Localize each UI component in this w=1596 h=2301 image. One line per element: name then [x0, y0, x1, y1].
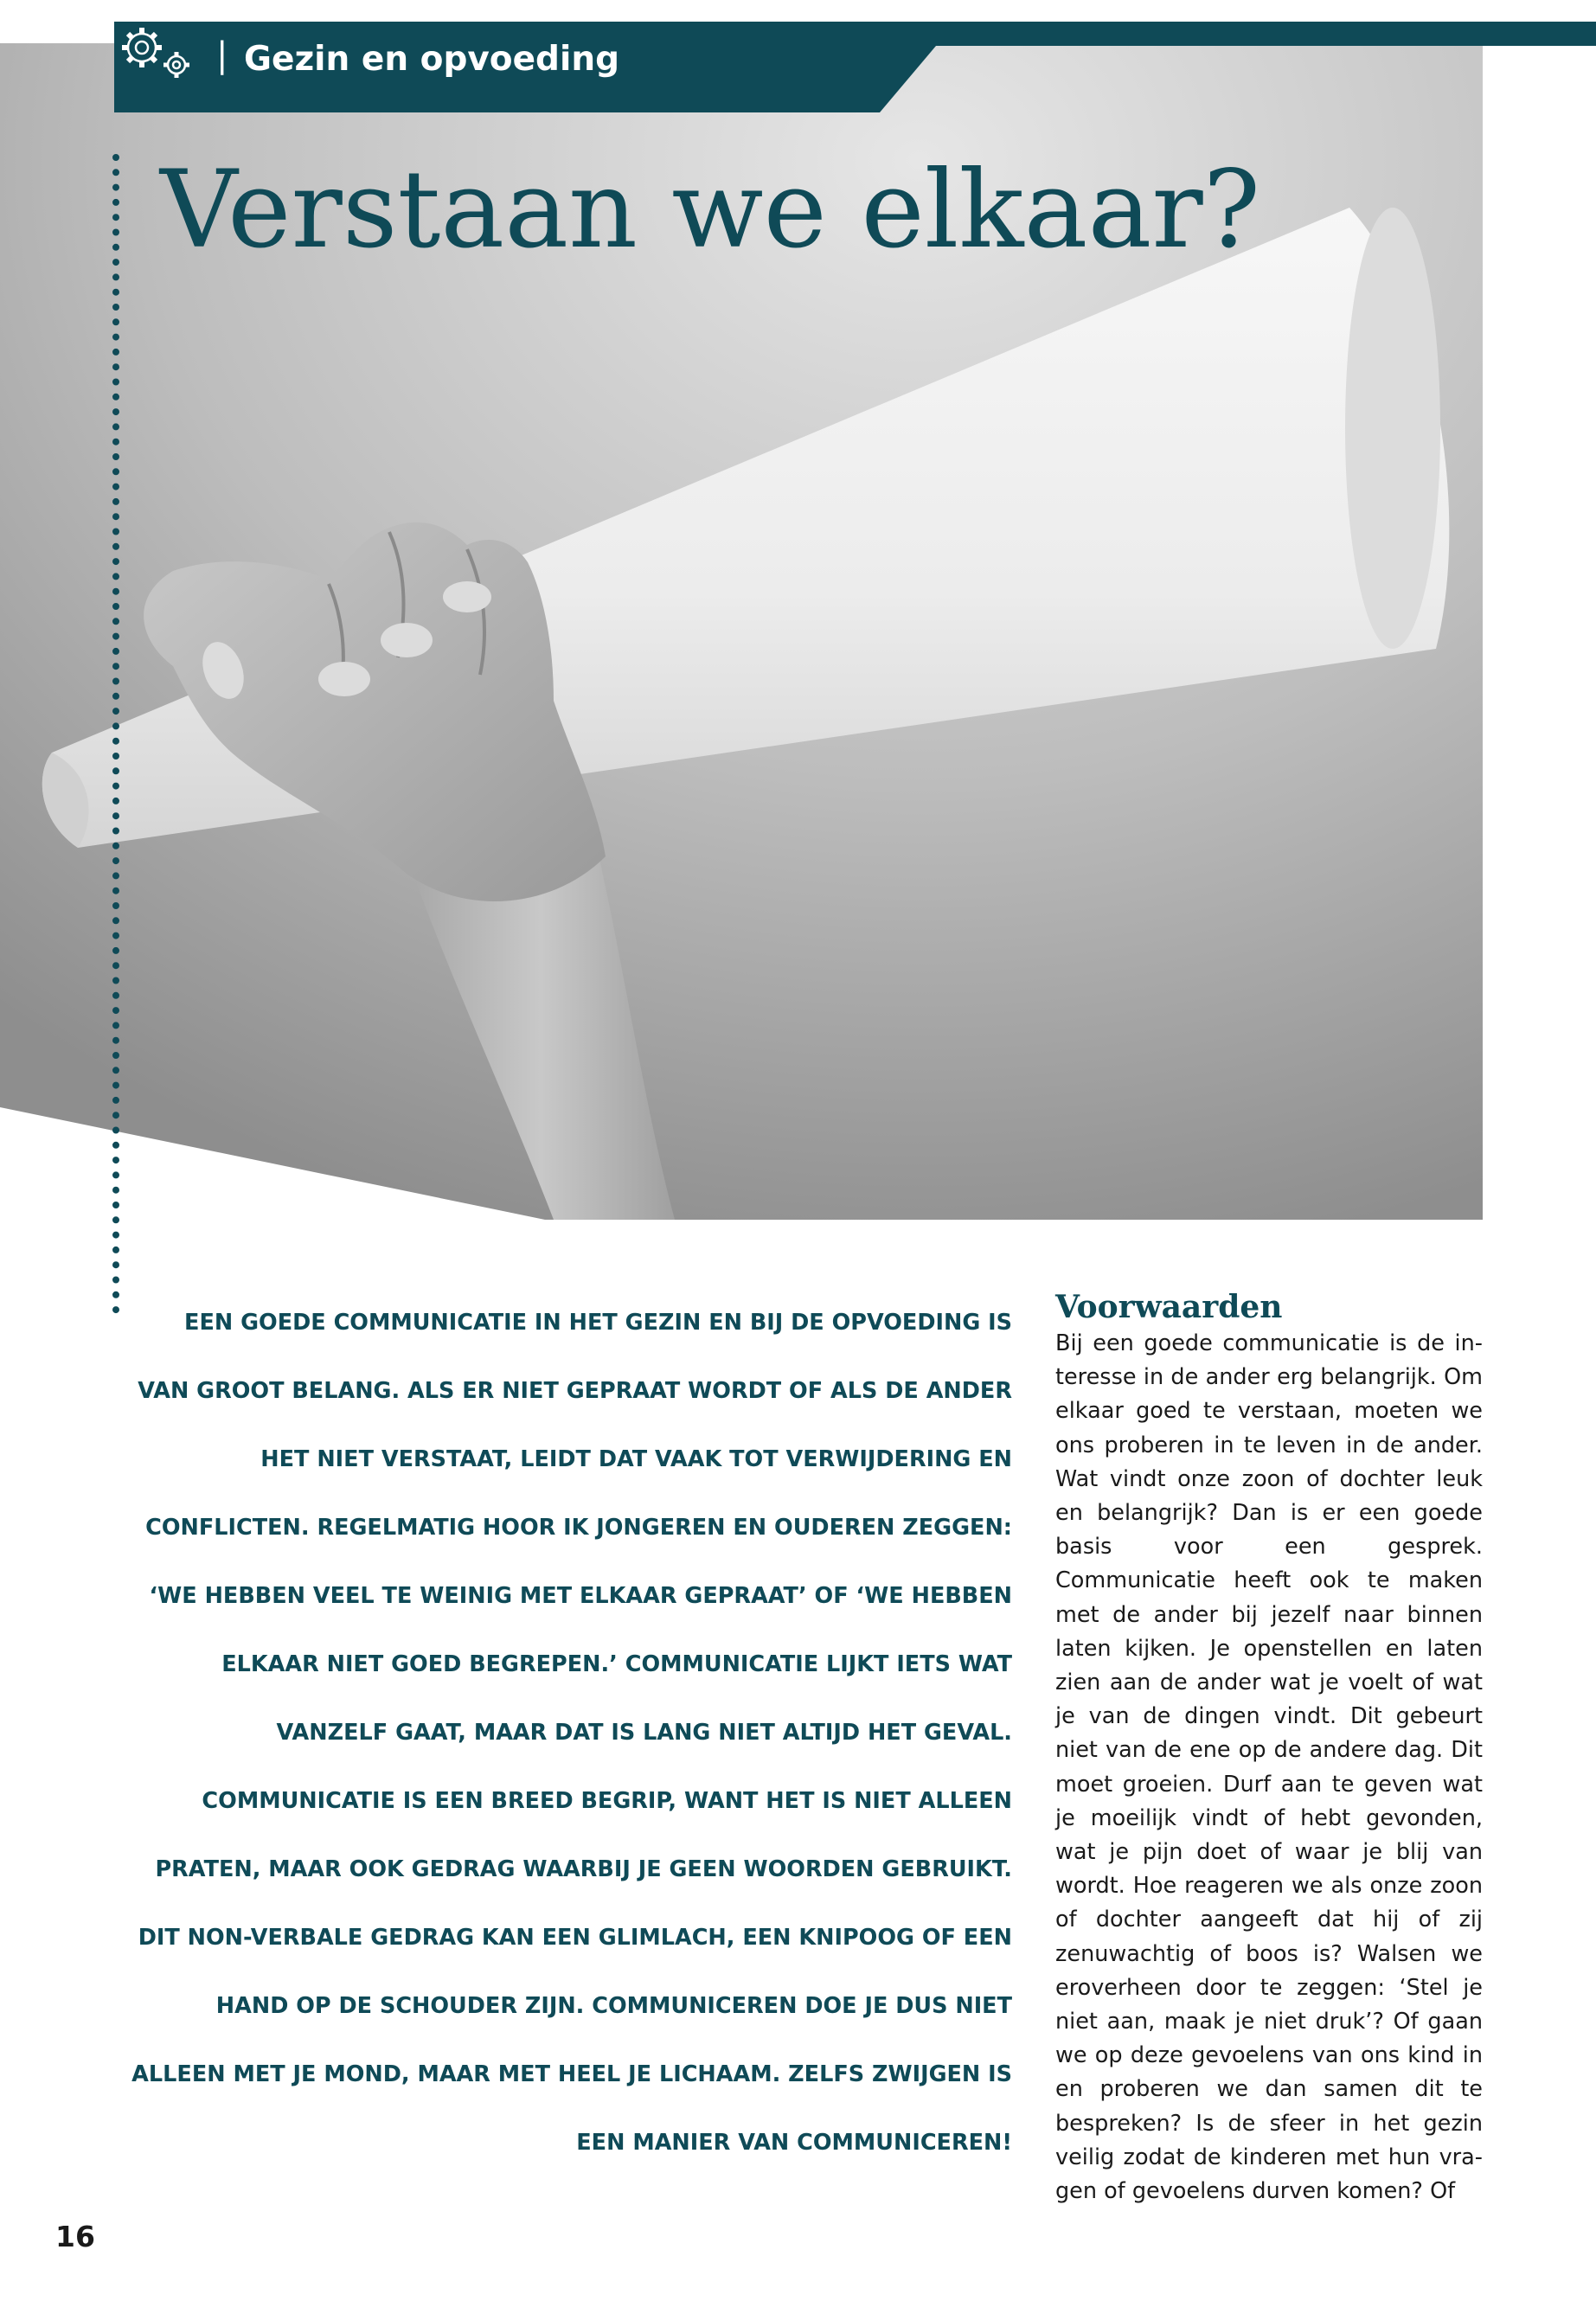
section-title: Gezin en opvoeding — [244, 40, 620, 79]
page-number: 16 — [55, 2220, 95, 2253]
article-headline: Verstaan we elkaar? — [160, 148, 1261, 272]
header-separator: | — [216, 35, 228, 75]
body-paragraph: Bij een goede communicatie is de interesse in de ander erg belangrijk. Om elkaar goed te verstaan, moeten we ons proberen in te leven in de ander. Wat vindt onze zoon of dochter leuk en belangrijk? Dan is er een goede basis voor een gesprek. Communicatie heeft ook te maken met de ander bij jezelf naar binnen laten kijken. Je openstellen en laten zien aan de ander wat je voelt of wat je van de dingen vindt. Dit gebeurt niet van de ene op de andere dag. Dit moet groeien. Durf aan te geven wat je moeilijk vindt of hebt gevonden, wat je pijn doet of waar je blij van wordt. Hoe reageren we als onze zoon of dochter aangeeft dat hij of zij zenuwachtig of boos is? Walsen we eroverheen door te zeggen: ‘Stel je niet aan, maak je niet druk’? Of gaan we op deze gevoelens van ons kind in en proberen we dan samen dit te bespreken? Is de sfeer in het gezin veilig zodat de kinderen met hun vragen of gevoelens durven komen? Of — [1055, 1330, 1483, 2205]
gears-icon — [114, 22, 201, 82]
section-tab — [114, 22, 945, 112]
article-intro: EEN GOEDE COMMUNICATIE IN HET GEZIN EN BIJ DE OPVOEDING IS VAN GROOT BELANG. ALS ER NIET GEPRAAT WORDT OF ALS DE ANDER HET NIET VERSTAAT, LEIDT DAT VAAK TOT VERWIJDERING EN CONFLICTEN. REGELMATIG HOOR IK JONGEREN EN OUDEREN ZEGGEN: ‘WE HEBBEN VEEL TE WEINIG MET ELKAAR GEPRAAT’ OF ‘WE HEBBEN ELKAAR NIET GOED BEGREPEN.’ COMMUNICATIE LIJKT IETS WAT VANZELF GAAT, MAAR DAT IS LANG NIET ALTIJD HET GEVAL. COMMUNICATIE IS EEN BREED BEGRIP, WANT HET IS NIET ALLEEN PRATEN, MAAR OOK GEDRAG WAARBIJ JE GEEN WOORDEN GEBRUIKT. DIT NON-VERBALE GEDRAG KAN EEN GLIMLACH, EEN KNIPOOG OF EEN HAND OP DE SCHOUDER ZIJN. COMMUNICEREN DOE JE DUS NIET ALLEEN MET JE MOND, MAAR MET HEEL JE LICHAAM. ZELFS ZWIJGEN IS EEN MANIER VAN COMMUNICEREN! — [131, 1310, 1012, 2156]
section-subhead: Voorwaarden — [1055, 1289, 1283, 1325]
dotted-rule — [111, 154, 121, 1322]
body-column — [1055, 1287, 1483, 2208]
